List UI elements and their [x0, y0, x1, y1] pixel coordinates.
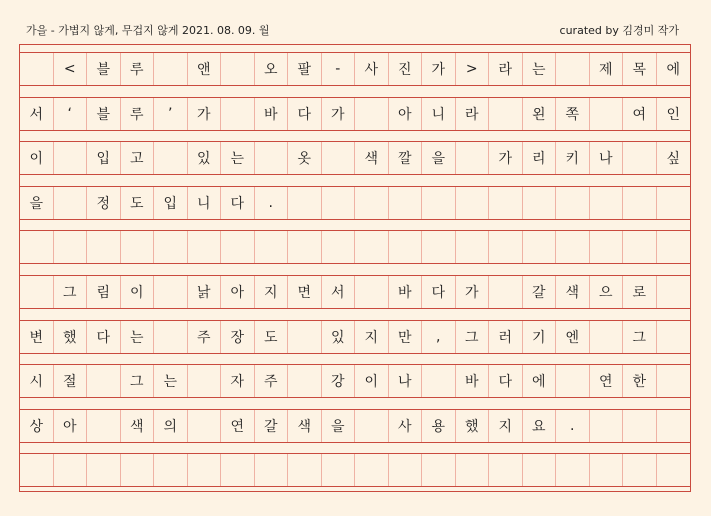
- grid-cell: 다: [288, 98, 322, 130]
- grid-cell: 다: [221, 187, 255, 219]
- grid-cell: [623, 142, 657, 174]
- grid-row: [20, 453, 690, 487]
- grid-cell: 싶: [666, 151, 681, 168]
- grid-cell: 쪽: [556, 98, 590, 130]
- grid-cell: [255, 454, 289, 486]
- grid-cell: [422, 231, 456, 263]
- grid-cell: 그: [54, 276, 88, 308]
- grid-cell: [657, 321, 691, 353]
- grid-cell: [657, 276, 691, 308]
- grid-cell: 아: [389, 98, 423, 130]
- grid-cell: 목: [623, 53, 657, 85]
- grid-cell: 낡: [188, 276, 222, 308]
- grid-cell: [288, 187, 322, 219]
- grid-cell: [422, 454, 456, 486]
- grid-cell: 진: [389, 53, 423, 85]
- grid-cell: 아: [54, 410, 88, 442]
- grid-cell: [188, 410, 222, 442]
- grid-cell: 도: [255, 321, 289, 353]
- grid-cell: [590, 454, 624, 486]
- grid-cell: 사: [389, 410, 423, 442]
- grid-cell: [623, 454, 657, 486]
- grid-cell: 시: [20, 365, 54, 397]
- grid-cell: [556, 53, 590, 85]
- grid-cell: <: [54, 53, 88, 85]
- grid-cell: 연: [590, 365, 624, 397]
- grid-cell: [288, 365, 322, 397]
- grid-cell: [523, 187, 557, 219]
- grid-cell: 가: [422, 53, 456, 85]
- grid-cell: 갈: [523, 276, 557, 308]
- grid-cell: 앤: [188, 53, 222, 85]
- grid-cell: 키: [556, 142, 590, 174]
- grid-cell: [355, 276, 389, 308]
- grid-cell: [54, 187, 88, 219]
- grid-cell: 정: [87, 187, 121, 219]
- grid-cell: [556, 231, 590, 263]
- grid-cell: [355, 231, 389, 263]
- grid-cell: [489, 231, 523, 263]
- grid-cell: [154, 231, 188, 263]
- grid-cell: 주: [188, 321, 222, 353]
- grid-cell: 으: [590, 276, 624, 308]
- grid-cell: [322, 231, 356, 263]
- grid-row: [20, 97, 690, 131]
- grid-cell: [221, 53, 255, 85]
- grid-cell: 블: [87, 98, 121, 130]
- grid-cell: ‘: [54, 98, 88, 130]
- grid-cell: 서: [322, 276, 356, 308]
- grid-cell: [87, 365, 121, 397]
- grid-cell: 인: [666, 106, 681, 123]
- grid-cell: [154, 276, 188, 308]
- grid-cell: [590, 410, 624, 442]
- grid-cell: [154, 321, 188, 353]
- grid-cell: 루: [121, 53, 155, 85]
- grid-cell: [590, 321, 624, 353]
- grid-cell: [355, 410, 389, 442]
- grid-cell: 러: [489, 321, 523, 353]
- grid-row: [20, 230, 690, 264]
- grid-cell: [556, 365, 590, 397]
- grid-cell: [355, 454, 389, 486]
- grid-row: [20, 186, 690, 220]
- grid-cell: ’: [154, 98, 188, 130]
- grid-cell: 가: [322, 98, 356, 130]
- grid-row: [20, 320, 690, 354]
- grid-cell: 그: [456, 321, 490, 353]
- grid-cell: [456, 454, 490, 486]
- grid-cell: [657, 410, 691, 442]
- grid-cell: [422, 365, 456, 397]
- grid-cell: 가: [489, 142, 523, 174]
- grid-cell: 에: [666, 62, 681, 78]
- grid-cell: [389, 454, 423, 486]
- grid-cell: 엔: [556, 321, 590, 353]
- grid-cell: [255, 142, 289, 174]
- grid-cell: 다: [87, 321, 121, 353]
- grid-cell: 주: [255, 365, 289, 397]
- grid-cell: 다: [422, 276, 456, 308]
- grid-cell: 자: [221, 365, 255, 397]
- grid-cell: 블: [87, 53, 121, 85]
- grid-cell: [489, 276, 523, 308]
- grid-cell: 강: [322, 365, 356, 397]
- grid-cell: [221, 98, 255, 130]
- grid-cell: [87, 454, 121, 486]
- grid-cell: [556, 454, 590, 486]
- grid-cell: 있: [322, 321, 356, 353]
- grid-row: [20, 141, 690, 175]
- grid-cell: [623, 187, 657, 219]
- grid-cell: 을: [322, 410, 356, 442]
- grid-cell: 한: [623, 365, 657, 397]
- grid-cell: 나: [389, 365, 423, 397]
- grid-cell: [54, 454, 88, 486]
- grid-cell: [154, 454, 188, 486]
- grid-cell: -: [322, 53, 356, 85]
- grid-cell: 니: [188, 187, 222, 219]
- grid-cell: [590, 98, 624, 130]
- grid-row: [20, 409, 690, 443]
- grid-cell: [657, 187, 691, 219]
- grid-cell: 에: [523, 365, 557, 397]
- grid-cell: [188, 231, 222, 263]
- grid-cell: 는: [121, 321, 155, 353]
- grid-cell: [623, 231, 657, 263]
- grid-cell: [20, 276, 54, 308]
- grid-cell: [255, 231, 289, 263]
- grid-cell: 는: [221, 142, 255, 174]
- grid-cell: [20, 454, 54, 486]
- grid-cell: 바: [255, 98, 289, 130]
- grid-cell: 을: [422, 142, 456, 174]
- grid-cell: 기: [523, 321, 557, 353]
- grid-cell: [188, 454, 222, 486]
- grid-cell: 색: [288, 410, 322, 442]
- grid-cell: [121, 454, 155, 486]
- grid-cell: 림: [87, 276, 121, 308]
- grid-cell: [355, 98, 389, 130]
- grid-cell: 이: [355, 365, 389, 397]
- grid-row: [20, 52, 690, 86]
- grid-cell: [489, 98, 523, 130]
- header-credit: curated by 김경미 작가: [559, 24, 679, 37]
- grid-cell: 사: [355, 53, 389, 85]
- grid-cell: ,: [422, 321, 456, 353]
- grid-cell: 상: [20, 410, 54, 442]
- grid-row: [20, 275, 690, 309]
- grid-cell: 리: [523, 142, 557, 174]
- grid-cell: [590, 187, 624, 219]
- grid-cell: 면: [288, 276, 322, 308]
- grid-cell: 색: [121, 410, 155, 442]
- grid-cell: 아: [221, 276, 255, 308]
- grid-cell: [489, 454, 523, 486]
- grid-cell: 는: [523, 53, 557, 85]
- grid-cell: 왼: [523, 98, 557, 130]
- grid-cell: .: [556, 410, 590, 442]
- grid-cell: [288, 321, 322, 353]
- grid-cell: [489, 187, 523, 219]
- grid-cell: 도: [121, 187, 155, 219]
- grid-cell: 루: [121, 98, 155, 130]
- grid-cell: 나: [590, 142, 624, 174]
- grid-cell: 니: [422, 98, 456, 130]
- grid-cell: [456, 142, 490, 174]
- grid-cell: [188, 365, 222, 397]
- grid-cell: [221, 454, 255, 486]
- grid-cell: 했: [456, 410, 490, 442]
- grid-cell: 팔: [288, 53, 322, 85]
- grid-cell: [154, 142, 188, 174]
- grid-cell: [20, 53, 54, 85]
- grid-cell: 용: [422, 410, 456, 442]
- grid-cell: 입: [154, 187, 188, 219]
- grid-cell: [288, 454, 322, 486]
- grid-cell: [523, 231, 557, 263]
- grid-cell: 장: [221, 321, 255, 353]
- page-header: [0, 0, 711, 44]
- header-title: 가을 - 가볍지 않게, 무겁지 않게 2021. 08. 09. 월: [26, 24, 270, 37]
- grid-cell: [121, 231, 155, 263]
- grid-cell: [322, 454, 356, 486]
- grid-cell: 색: [556, 276, 590, 308]
- manuscript-grid: [19, 44, 691, 492]
- grid-cell: [389, 187, 423, 219]
- grid-cell: 라: [489, 53, 523, 85]
- grid-cell: 오: [255, 53, 289, 85]
- grid-cell: [556, 187, 590, 219]
- grid-cell: 연: [221, 410, 255, 442]
- grid-cell: 색: [355, 142, 389, 174]
- grid-cell: 했: [54, 321, 88, 353]
- grid-cell: 변: [20, 321, 54, 353]
- grid-cell: >: [456, 53, 490, 85]
- grid-cell: 로: [623, 276, 657, 308]
- grid-cell: 가: [456, 276, 490, 308]
- grid-cell: 지: [489, 410, 523, 442]
- grid-cell: 서: [20, 98, 54, 130]
- grid-cell: 이: [121, 276, 155, 308]
- grid-cell: [623, 410, 657, 442]
- grid-cell: 바: [389, 276, 423, 308]
- grid-cell: 그: [121, 365, 155, 397]
- grid-cell: [322, 142, 356, 174]
- grid-cell: [288, 231, 322, 263]
- grid-cell: 제: [590, 53, 624, 85]
- grid-cell: [20, 231, 54, 263]
- grid-cell: 바: [456, 365, 490, 397]
- grid-cell: 다: [489, 365, 523, 397]
- grid-cell: 있: [188, 142, 222, 174]
- grid-cell: 을: [20, 187, 54, 219]
- grid-cell: 이: [20, 142, 54, 174]
- grid-cell: [590, 231, 624, 263]
- grid-cell: [422, 187, 456, 219]
- grid-cell: 의: [154, 410, 188, 442]
- grid-cell: [657, 231, 691, 263]
- grid-cell: 여: [623, 98, 657, 130]
- grid-cell: [54, 231, 88, 263]
- grid-cell: 가: [188, 98, 222, 130]
- grid-cell: 절: [54, 365, 88, 397]
- grid-cell: 옷: [288, 142, 322, 174]
- grid-cell: 라: [456, 98, 490, 130]
- grid-cell: 요: [523, 410, 557, 442]
- grid-cell: 만: [389, 321, 423, 353]
- grid-cell: 깔: [389, 142, 423, 174]
- grid-cell: 는: [154, 365, 188, 397]
- grid-cell: 갈: [255, 410, 289, 442]
- grid-cell: [355, 187, 389, 219]
- grid-cell: [221, 231, 255, 263]
- grid-cell: [54, 142, 88, 174]
- grid-cell: 그: [623, 321, 657, 353]
- grid-cell: .: [255, 187, 289, 219]
- grid-cell: [456, 187, 490, 219]
- grid-cell: [154, 53, 188, 85]
- grid-cell: [87, 410, 121, 442]
- grid-cell: [87, 231, 121, 263]
- grid-row: [20, 364, 690, 398]
- grid-cell: 지: [355, 321, 389, 353]
- grid-cell: [657, 365, 691, 397]
- grid-cell: 지: [255, 276, 289, 308]
- grid-cell: [389, 231, 423, 263]
- grid-cell: 입: [87, 142, 121, 174]
- grid-cell: [322, 187, 356, 219]
- grid-cell: [523, 454, 557, 486]
- grid-cell: [456, 231, 490, 263]
- grid-cell: [657, 454, 691, 486]
- grid-cell: 고: [121, 142, 155, 174]
